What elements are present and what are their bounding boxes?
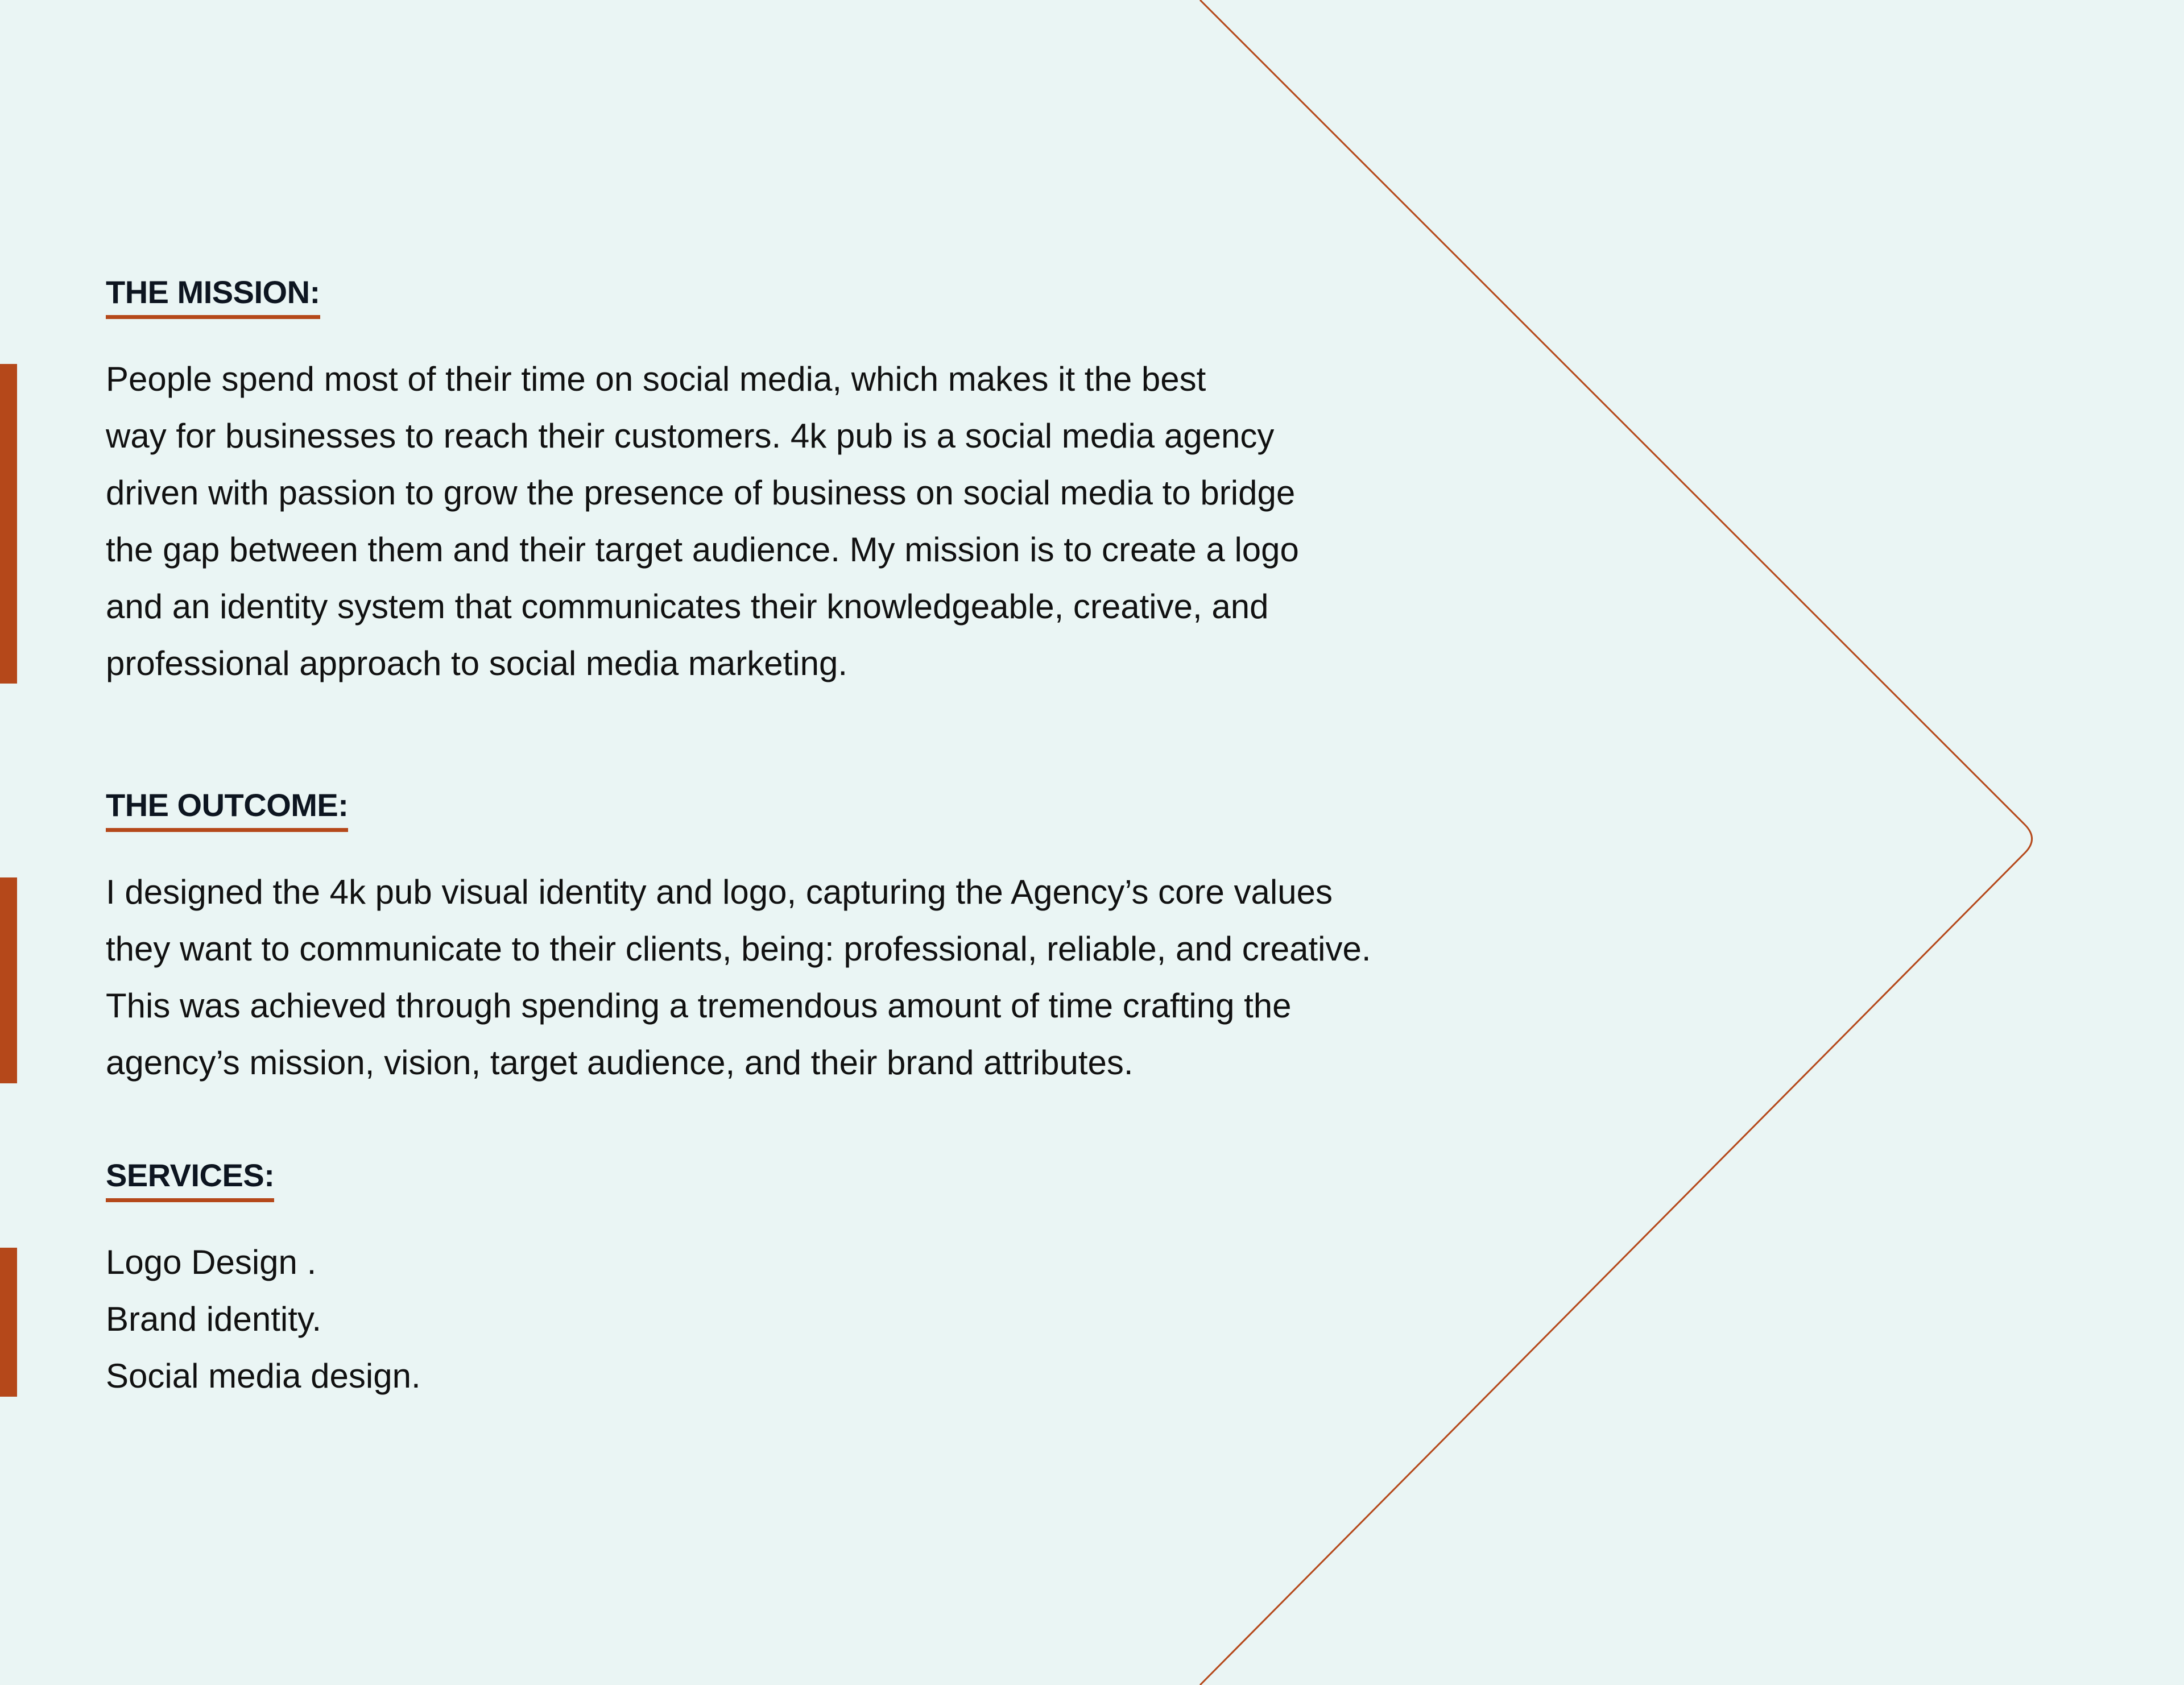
list-item: Social media design.	[106, 1357, 421, 1395]
mission-line: driven with passion to grow the presence of business on social media to bridge	[106, 474, 1296, 512]
mission-line: People spend most of their time on social media, which makes it the best	[106, 360, 1206, 398]
mission-accent-bar	[0, 364, 17, 684]
mission-paragraph	[106, 351, 1299, 692]
services-accent-bar	[0, 1248, 17, 1397]
outcome-heading: THE OUTCOME:	[106, 787, 348, 832]
outcome-accent-bar	[0, 877, 17, 1083]
outcome-line: agency’s mission, vision, target audience, and their brand attributes.	[106, 1044, 1134, 1082]
outcome-line: I designed the 4k pub visual identity and logo, capturing the Agency’s core values	[106, 873, 1333, 911]
outcome-line: they want to communicate to their clients, being: professional, reliable, and creative.	[106, 930, 1371, 968]
services-list	[106, 1234, 421, 1405]
mission-line: the gap between them and their target audience. My mission is to create a logo	[106, 531, 1299, 569]
services-heading: SERVICES:	[106, 1157, 274, 1202]
outcome-line: This was achieved through spending a tremendous amount of time crafting the	[106, 987, 1292, 1025]
list-item: Brand identity.	[106, 1300, 322, 1338]
list-item: Logo Design .	[106, 1243, 317, 1281]
mission-heading: THE MISSION:	[106, 274, 320, 319]
mission-line: professional approach to social media marketing.	[106, 644, 848, 682]
outcome-paragraph	[106, 864, 1371, 1091]
mission-line: and an identity system that communicates their knowledgeable, creative, and	[106, 587, 1269, 626]
mission-line: way for businesses to reach their customers. 4k pub is a social media agency	[106, 417, 1275, 455]
